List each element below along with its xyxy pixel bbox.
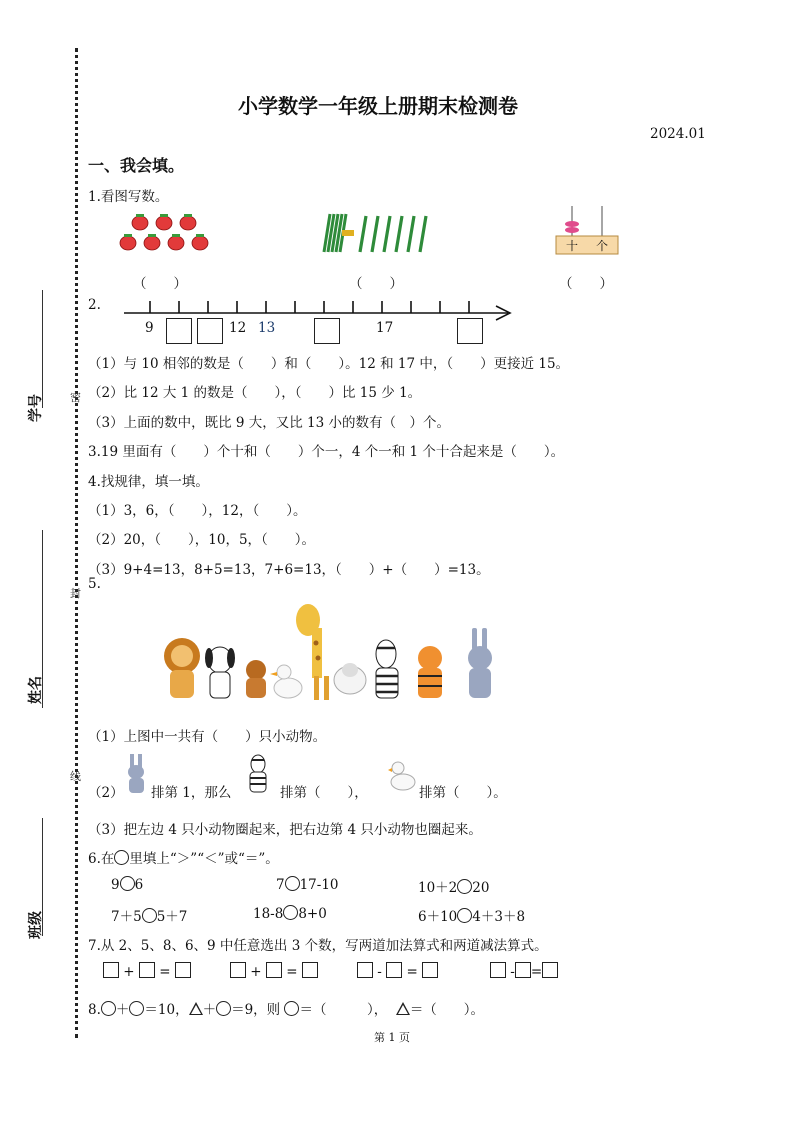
page-number: 第 1 页 — [374, 1031, 410, 1044]
answer-circle[interactable] — [142, 908, 157, 923]
numberline-label-9: 9 — [145, 320, 154, 336]
strawberries-picture — [116, 212, 220, 254]
q6-compare-4: 7＋5 5＋7 — [111, 909, 188, 925]
answer-circle[interactable] — [285, 876, 300, 891]
answer-circle[interactable] — [283, 905, 298, 920]
seal-mark-1: 密 — [70, 391, 81, 404]
triangle-symbol — [396, 1002, 410, 1015]
numberline-box-2[interactable] — [197, 318, 223, 344]
q6-compare-5: 18-8 8+0 — [253, 906, 327, 922]
numberline-label-17: 17 — [376, 320, 394, 336]
seal-mark-2: 封 — [70, 587, 81, 600]
seal-mark-3: 线 — [70, 770, 81, 783]
circle-symbol — [101, 1001, 116, 1016]
page-title: 小学数学一年级上册期末检测卷 — [238, 94, 518, 118]
donkey-icon — [124, 754, 150, 794]
circle-symbol — [114, 850, 129, 865]
answer-circle[interactable] — [120, 876, 135, 891]
q2-item-3: （3）上面的数中，既比 9 大，又比 13 小的数有（ ）个。 — [88, 415, 451, 431]
question-2-label: 2. — [88, 297, 101, 313]
exam-date: 2024.01 — [650, 126, 706, 142]
q4-item-1: （1）3，6，（ ），12，（ ）。 — [88, 503, 307, 519]
q6-compare-2: 7 17-10 — [276, 877, 339, 893]
abacus-tens-label: 十 — [566, 239, 579, 253]
circle-symbol — [216, 1001, 231, 1016]
abacus-ones-label: 个 — [596, 239, 609, 253]
q5-item-2-text-c: 排第（ ）。 — [419, 785, 507, 801]
q7-equation-1: + = — [103, 962, 191, 980]
numberline-label-13: 13 — [258, 320, 276, 336]
q1-answer-blank-3[interactable]: （ ） — [559, 276, 613, 292]
q7-equation-4: - = — [490, 962, 558, 980]
q2-item-2: （2）比 12 大 1 的数是（ ），（ ）比 15 少 1。 — [88, 385, 422, 401]
numberline-box-4[interactable] — [457, 318, 483, 344]
class-label: 班级 — [28, 911, 44, 939]
circle-symbol — [284, 1001, 299, 1016]
triangle-symbol — [189, 1002, 203, 1015]
q7-equation-2: + = — [230, 962, 318, 980]
q1-answer-blank-2[interactable]: （ ） — [349, 276, 403, 292]
answer-circle[interactable] — [457, 908, 472, 923]
numberline-box-3[interactable] — [314, 318, 340, 344]
q2-item-1: （1）与 10 相邻的数是（ ）和（ ）。12 和 17 中，（ ）更接近 15。 — [88, 356, 570, 372]
q5-item-3: （3）把左边 4 只小动物圈起来，把右边第 4 只小动物也圈起来。 — [88, 822, 482, 838]
student-id-label: 学号 — [28, 394, 44, 422]
question-3: 3.19 里面有（ ）个十和（ ）个一，4 个一和 1 个十合起来是（ ）。 — [88, 444, 565, 460]
name-label: 姓名 — [28, 676, 44, 704]
circle-symbol — [129, 1001, 144, 1016]
question-4-label: 4.找规律，填一填。 — [88, 474, 209, 490]
question-8: 8. ＋ ＝10， ＋ ＝9，则 ＝（ ）， ＝（ ）。 — [88, 1002, 485, 1018]
q5-item-2-text-b: 排第（ ）， — [280, 785, 368, 801]
q6-compare-6: 6＋10 4＋3＋8 — [418, 909, 526, 925]
animals-picture — [160, 598, 510, 706]
q4-item-2: （2）20，（ ），10，5，（ ）。 — [88, 532, 316, 548]
q6-label-pre: 6.在 — [88, 851, 115, 867]
binding-dotted-line — [75, 48, 78, 1038]
zebra-icon — [244, 754, 272, 794]
q1-answer-blank-1[interactable]: （ ） — [133, 276, 187, 292]
q5-item-2-text-a: 排第 1，那么 — [151, 785, 232, 801]
q6-compare-1: 9 6 — [111, 877, 144, 893]
q5-item-2-prefix: （2） — [88, 785, 124, 801]
q6-label-post: 里填上“＞”“＜”或“＝”。 — [129, 851, 279, 867]
question-7-label: 7.从 2、5、8、6、9 中任意选出 3 个数，写两道加法算式和两道减法算式。 — [88, 938, 548, 954]
duck-icon — [388, 758, 416, 792]
q6-compare-3: 10＋2 20 — [418, 880, 490, 896]
q4-item-3: （3）9+4=13，8+5=13，7+6=13，（ ）+（ ）=13。 — [88, 562, 490, 578]
q7-equation-3: - = — [357, 962, 438, 980]
question-5-label: 5. — [88, 576, 101, 592]
numberline-label-12: 12 — [229, 320, 247, 336]
q5-item-1: （1）上图中一共有（ ）只小动物。 — [88, 729, 327, 745]
sticks-picture — [318, 210, 438, 256]
question-1-label: 1.看图写数。 — [88, 189, 169, 205]
numberline-box-1[interactable] — [166, 318, 192, 344]
section-heading: 一、我会填。 — [88, 156, 185, 175]
answer-circle[interactable] — [457, 879, 472, 894]
question-6-label — [88, 847, 279, 867]
student-id-line — [42, 290, 43, 408]
